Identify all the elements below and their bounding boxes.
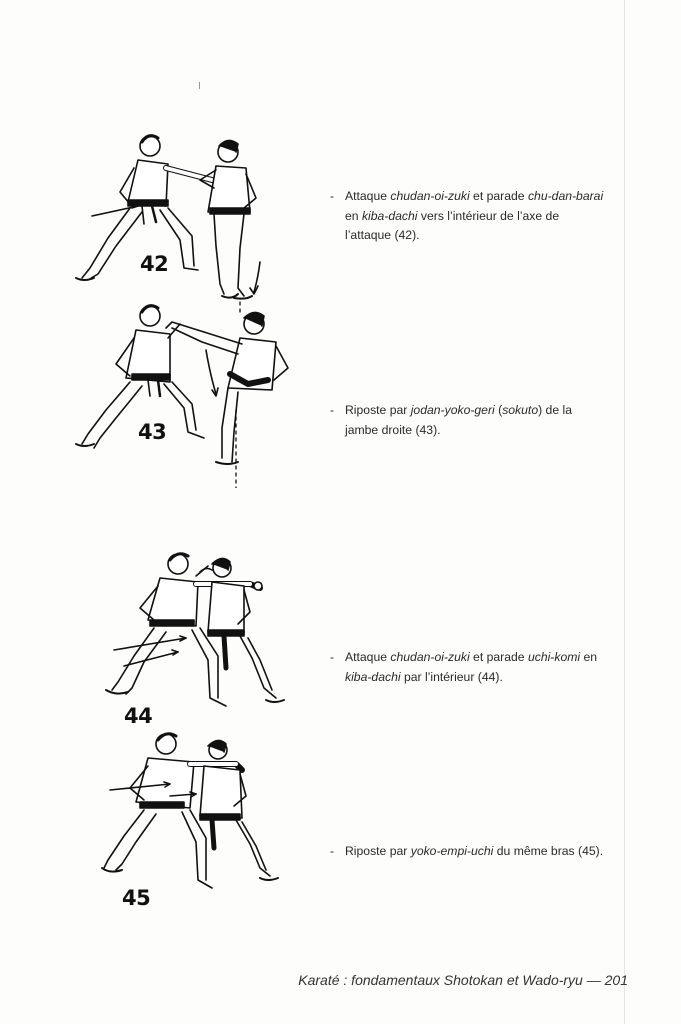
page-number: 201 xyxy=(604,972,628,988)
caption-text xyxy=(330,401,608,440)
caption-run: ( xyxy=(494,403,503,417)
running-footer xyxy=(252,972,628,988)
book-subtitle: : fondamentaux Shotokan et Wado-ryu — xyxy=(339,972,605,988)
caption-term: yoko-empi-uchi xyxy=(410,844,494,858)
caption-term: chudan-oi-zuki xyxy=(390,650,470,664)
karate-figure-44 xyxy=(100,548,290,728)
caption-45 xyxy=(330,842,608,862)
karate-figure-42 xyxy=(72,128,282,313)
caption-dash: - xyxy=(330,650,335,664)
caption-run: vers l’intérieur de l’axe de l’attaque (42). xyxy=(345,208,560,242)
karate-figure-45 xyxy=(100,730,290,900)
karate-figure-43 xyxy=(72,298,302,488)
figure-42-illustration xyxy=(72,128,282,313)
caption-run: en xyxy=(580,650,598,664)
caption-run: en xyxy=(345,208,362,223)
caption-text xyxy=(330,648,608,687)
caption-text xyxy=(330,187,608,246)
figure-number-44: 44 xyxy=(124,704,153,728)
caption-run: et parade xyxy=(469,189,528,203)
caption-43 xyxy=(330,401,608,440)
book-title: Karaté xyxy=(298,972,340,988)
caption-term: kiba-dachi xyxy=(361,208,418,223)
caption-term: uchi-komi xyxy=(527,650,581,664)
caption-term: sokuto xyxy=(502,403,539,417)
caption-term: chu-dan-barai xyxy=(527,189,604,203)
page-edge-line xyxy=(624,0,625,1024)
figure-44-illustration xyxy=(100,548,290,728)
caption-run: ) de la jambe droite (43). xyxy=(345,403,572,437)
figure-number-45: 45 xyxy=(122,886,151,910)
figure-number-42: 42 xyxy=(140,252,169,276)
caption-run: Attaque xyxy=(345,650,391,664)
caption-run: Attaque xyxy=(345,189,391,203)
caption-run: et parade xyxy=(469,650,528,664)
caption-42 xyxy=(330,187,608,246)
caption-term: jodan-yoko-geri xyxy=(410,403,495,417)
caption-dash: - xyxy=(330,844,335,858)
caption-term: kiba-dachi xyxy=(345,669,401,684)
caption-term: chudan-oi-zuki xyxy=(390,189,470,203)
page-mark xyxy=(199,82,200,89)
caption-run: du même bras (45). xyxy=(493,844,604,858)
caption-run: Riposte par xyxy=(345,403,411,417)
figure-number-43: 43 xyxy=(138,420,167,444)
caption-run: Riposte par xyxy=(345,844,411,858)
caption-run: par l’intérieur (44). xyxy=(400,669,503,684)
caption-text xyxy=(330,842,608,862)
figure-45-illustration xyxy=(100,730,290,910)
caption-dash: - xyxy=(330,403,335,417)
caption-44 xyxy=(330,648,608,687)
figure-43-illustration xyxy=(72,298,302,488)
caption-dash: - xyxy=(330,189,335,203)
